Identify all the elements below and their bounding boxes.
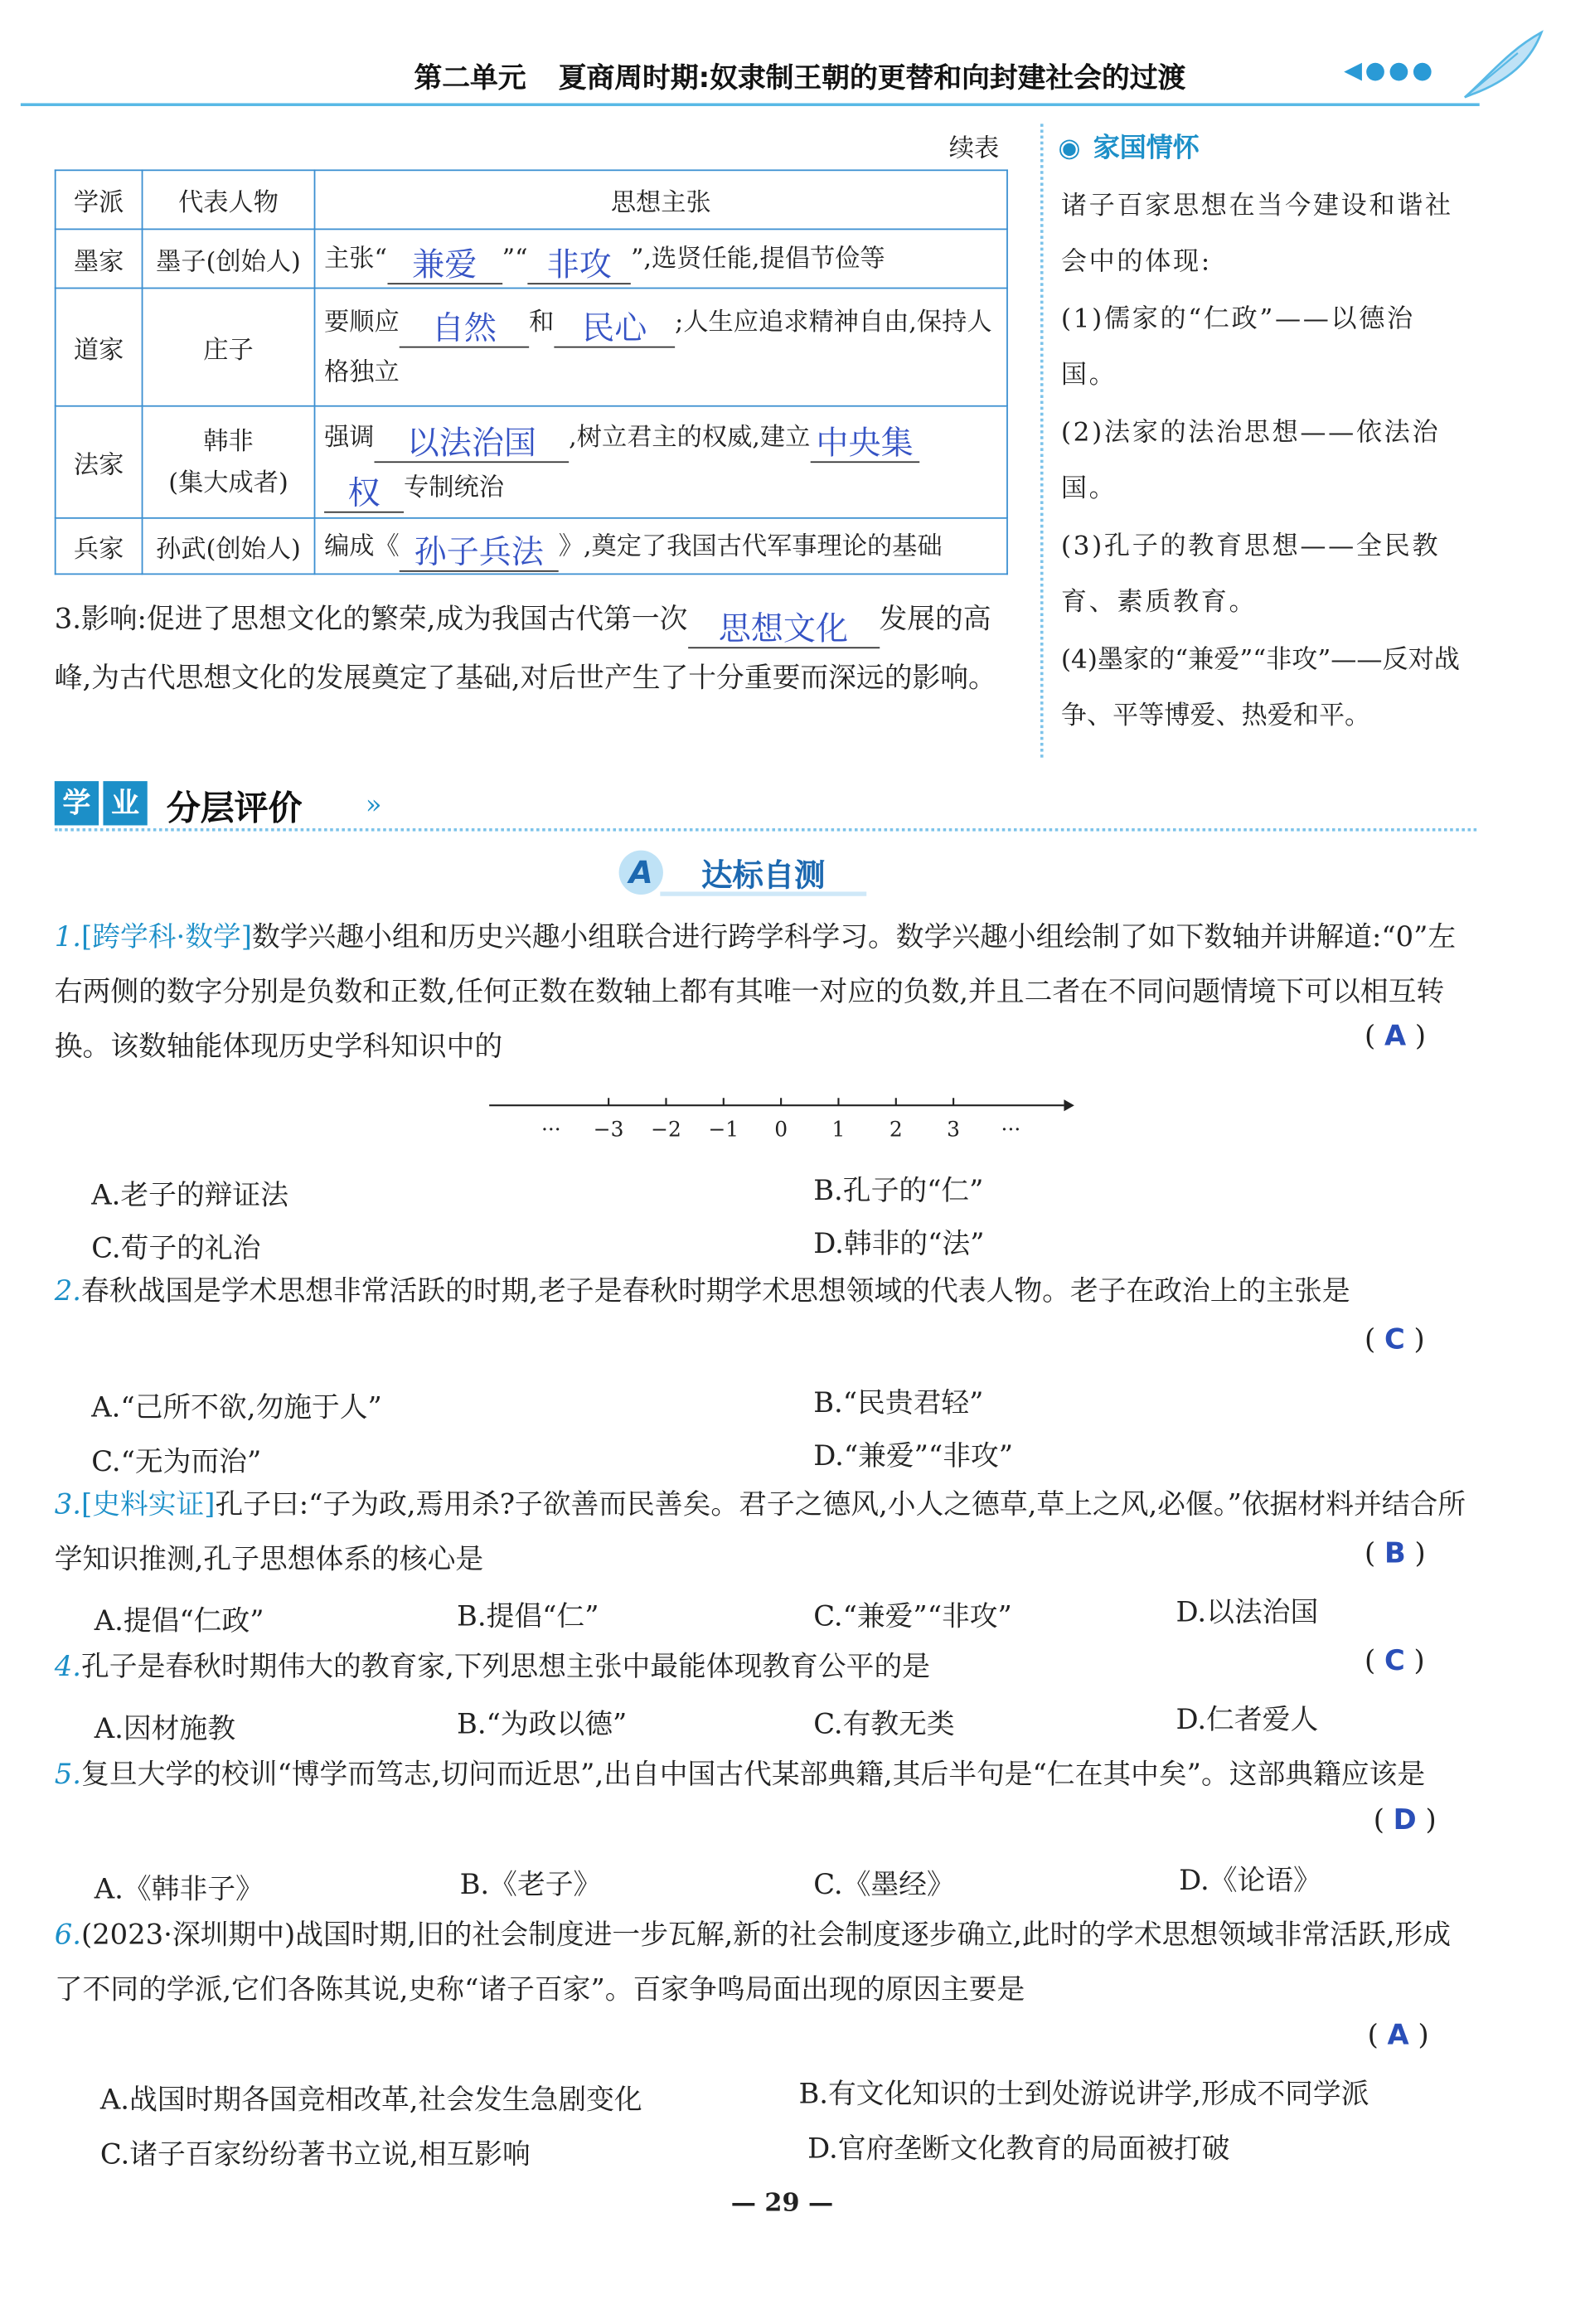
bracket-left: ( bbox=[1367, 2019, 1379, 2052]
answer-bracket bbox=[1374, 1804, 1437, 1836]
school-cell: 道家 bbox=[56, 289, 143, 406]
idea-text: 》,奠定了我国古代军事理论的基础 bbox=[558, 531, 943, 561]
badge-char: 学 bbox=[55, 781, 99, 825]
option-b: B.“民贵君轻” bbox=[813, 1386, 984, 1419]
table-caption: 续表 bbox=[948, 133, 1000, 164]
badge-char: 业 bbox=[103, 781, 147, 825]
table-row bbox=[56, 406, 1007, 518]
option-b: B.《老子》 bbox=[459, 1868, 602, 1902]
answer-letter: B bbox=[1384, 1537, 1406, 1570]
question-text: 复旦大学的校训“博学而笃志,切问而近思”,出自中国古代某部典籍,其后半句是“仁在其中矣”。这部典籍应该是 bbox=[81, 1758, 1426, 1791]
idea-text: 编成《 bbox=[324, 531, 400, 561]
header-decoration-dots: ◀●●● bbox=[1344, 56, 1436, 85]
sidebar-patriotism bbox=[1044, 121, 1471, 745]
bracket-right: ) bbox=[1425, 1803, 1437, 1836]
answer-blank: 兼爱 bbox=[387, 250, 502, 284]
table-row bbox=[56, 289, 1007, 406]
option-c: C.“无为而治” bbox=[91, 1445, 262, 1478]
bracket-right: ) bbox=[1414, 1020, 1427, 1053]
answer-blank: 中央集 bbox=[810, 428, 919, 462]
feather-pen-icon bbox=[1459, 27, 1548, 103]
option-c: C.有教无类 bbox=[813, 1708, 955, 1741]
table-row bbox=[56, 229, 1007, 288]
question-text: 孔子是春秋时期伟大的教育家,下列思想主张中最能体现教育公平的是 bbox=[81, 1650, 930, 1684]
sidebar-item: (2)法家的法治思想——依法治国。 bbox=[1060, 417, 1441, 504]
option-a: A.提倡“仁政” bbox=[94, 1604, 264, 1637]
answer-blank: 自然 bbox=[400, 313, 529, 347]
target-icon: ◉ bbox=[1058, 133, 1083, 164]
answer-blank-continued: 权 bbox=[324, 478, 404, 512]
school-cell: 法家 bbox=[56, 406, 143, 518]
question-number: 6. bbox=[54, 1919, 82, 1952]
bracket-right: ) bbox=[1418, 2019, 1429, 2052]
idea-text: ”,选贤任能,提倡节俭等 bbox=[630, 244, 885, 274]
school-cell: 兵家 bbox=[56, 518, 143, 575]
option-c: C.《墨经》 bbox=[813, 1868, 955, 1902]
influence-text: 发展的高峰,为古代思想文化的发展奠定了基础,对后世产生了十分重要而深远的影响。 bbox=[54, 603, 996, 695]
answer-bracket bbox=[1365, 1645, 1425, 1677]
section-badge bbox=[55, 781, 152, 825]
header-title-text: 夏商周时期:奴隶制王朝的更替和向封建社会的过渡 bbox=[558, 61, 1186, 95]
sidebar-item: (1)儒家的“仁政”——以德治国。 bbox=[1060, 304, 1415, 391]
table-row bbox=[56, 518, 1007, 575]
schools-table bbox=[55, 169, 1008, 575]
number-line-arrow bbox=[1064, 1099, 1074, 1111]
question-number: 5. bbox=[54, 1758, 82, 1791]
question-text: (2023·深圳期中)战国时期,旧的社会制度进一步瓦解,新的社会制度逐步确立,此时的学术思想领域非常活跃,形成了不同的学派,它们各陈其说,史称“诸子百家”。百家争鸣局面出现的原因主要是 bbox=[54, 1919, 1452, 2006]
idea-cell bbox=[315, 289, 1007, 406]
idea-text: ,树立君主的权威,建立 bbox=[569, 422, 811, 452]
option-d: D.韩非的“法” bbox=[813, 1227, 985, 1260]
number-line-label: 2 bbox=[889, 1117, 903, 1142]
question-tag: [跨学科·数学] bbox=[81, 921, 252, 954]
idea-text: 主张“ bbox=[324, 244, 387, 274]
answer-bracket bbox=[1368, 2019, 1429, 2051]
idea-cell bbox=[315, 229, 1007, 288]
sidebar-intro: 诸子百家思想在当今建设和谐社会中的体现: bbox=[1060, 191, 1453, 278]
answer-bracket bbox=[1365, 1020, 1426, 1052]
option-a: A.战国时期各国竞相改革,社会发生急剧变化 bbox=[99, 2084, 642, 2117]
idea-text: 要顺应 bbox=[324, 307, 400, 337]
question-3 bbox=[55, 1478, 1469, 1588]
idea-text: 和 bbox=[529, 307, 555, 337]
subsection-title: 达标自测 bbox=[701, 857, 826, 894]
number-line-figure bbox=[487, 1090, 1076, 1149]
number-line-label: 0 bbox=[774, 1117, 788, 1142]
bracket-right: ) bbox=[1413, 1644, 1425, 1677]
double-chevron-icon: » bbox=[365, 789, 382, 822]
question-number: 1. bbox=[54, 921, 82, 954]
question-number: 4. bbox=[54, 1650, 82, 1684]
bracket-right: ) bbox=[1414, 1537, 1426, 1570]
number-line-label: ··· bbox=[541, 1117, 561, 1142]
answer-blank: 思想文化 bbox=[687, 614, 879, 648]
option-d: D.仁者爱人 bbox=[1176, 1703, 1319, 1737]
answer-blank: 孙子兵法 bbox=[400, 537, 559, 571]
answer-bracket bbox=[1365, 1537, 1426, 1570]
option-a: A.因材施教 bbox=[94, 1712, 235, 1745]
answer-letter: D bbox=[1393, 1803, 1417, 1836]
option-b: B.有文化知识的士到处游说讲学,形成不同学派 bbox=[798, 2078, 1369, 2111]
answer-blank: 以法治国 bbox=[375, 428, 570, 462]
answer-letter: C bbox=[1384, 1644, 1405, 1677]
table-header-idea: 思想主张 bbox=[315, 170, 1007, 229]
subsection-letter-badge: A bbox=[619, 851, 663, 895]
influence-text: 3.影响:促进了思想文化的繁荣,成为我国古代第一次 bbox=[54, 603, 688, 636]
answer-letter: A bbox=[1384, 1020, 1407, 1053]
option-c: C.荀子的礼治 bbox=[91, 1232, 261, 1265]
page-number: — 29 — bbox=[730, 2188, 834, 2219]
number-line-label: −1 bbox=[708, 1117, 739, 1142]
number-line-label: 3 bbox=[947, 1117, 961, 1142]
sidebar-title: 家国情怀 bbox=[1093, 132, 1200, 164]
number-line-label: −3 bbox=[593, 1117, 624, 1142]
bracket-left: ( bbox=[1365, 1020, 1376, 1053]
idea-text: ;人生应追求精神自由,保持人格独立 bbox=[324, 307, 992, 387]
answer-blank: 非攻 bbox=[528, 250, 631, 284]
idea-cell bbox=[315, 406, 1007, 518]
header-rule bbox=[21, 103, 1480, 106]
idea-text: 强调 bbox=[324, 422, 375, 452]
school-cell: 墨家 bbox=[56, 229, 143, 288]
question-text: 孔子曰:“子为政,焉用杀?子欲善而民善矣。君子之德风,小人之德草,草上之风,必偃。”依据材料并结合所学知识推测,孔子思想体系的核心是 bbox=[54, 1488, 1466, 1576]
question-text: 春秋战国是学术思想非常活跃的时期,老子是春秋时期学术思想领域的代表人物。老子在政治上的主张是 bbox=[81, 1274, 1350, 1308]
bracket-left: ( bbox=[1365, 1323, 1376, 1356]
bracket-right: ) bbox=[1413, 1323, 1425, 1356]
person-role: (集大成者) bbox=[168, 468, 288, 497]
option-c: C.诸子百家纷纷著书立说,相互影响 bbox=[99, 2138, 531, 2171]
option-a: A.《韩非子》 bbox=[94, 1873, 264, 1906]
question-2 bbox=[55, 1264, 1469, 1319]
number-line-label: ··· bbox=[1001, 1117, 1021, 1142]
section-rule bbox=[55, 828, 1476, 832]
option-c: C.“兼爱”“非攻” bbox=[813, 1600, 1012, 1633]
option-b: B.孔子的“仁” bbox=[813, 1174, 984, 1207]
bracket-left: ( bbox=[1365, 1537, 1376, 1570]
option-d: D.“兼爱”“非攻” bbox=[813, 1439, 1014, 1473]
person-cell bbox=[143, 406, 315, 518]
person-cell: 庄子 bbox=[143, 289, 315, 406]
idea-cell bbox=[315, 518, 1007, 575]
option-d: D.《论语》 bbox=[1179, 1864, 1321, 1897]
question-1 bbox=[55, 911, 1469, 1075]
person-cell: 孙武(创始人) bbox=[143, 518, 315, 575]
header-unit: 第二单元 bbox=[414, 61, 526, 95]
idea-text: ”“ bbox=[502, 244, 528, 274]
answer-blank: 民心 bbox=[554, 313, 675, 347]
question-6 bbox=[55, 1909, 1469, 2018]
sidebar-header bbox=[1044, 121, 1471, 177]
answer-letter: A bbox=[1387, 2019, 1409, 2052]
question-number: 2. bbox=[54, 1274, 82, 1308]
option-a: A.老子的辩证法 bbox=[91, 1179, 288, 1212]
option-b: B.提倡“仁” bbox=[457, 1600, 599, 1633]
question-4 bbox=[55, 1640, 1366, 1695]
table-header-school: 学派 bbox=[56, 170, 143, 229]
sidebar-item: (4)墨家的“兼爱”“非攻”——反对战争、平等博爱、热爱和平。 bbox=[1060, 644, 1460, 731]
bracket-left: ( bbox=[1373, 1803, 1384, 1836]
question-number: 3. bbox=[54, 1488, 82, 1521]
question-tag: [史料实证] bbox=[81, 1488, 216, 1521]
question-text: 数学兴趣小组和历史兴趣小组联合进行跨学科学习。数学兴趣小组绘制了如下数轴并讲解道:“0”左右两侧的数字分别是负数和正数,任何正数在数轴上都有其唯一对应的负数,并且二者在不同问题情境下可以相互转换。该数轴能体现历史学科知识中的 bbox=[54, 921, 1457, 1063]
table-header-row bbox=[56, 170, 1007, 229]
person-cell: 墨子(创始人) bbox=[143, 229, 315, 288]
answer-bracket bbox=[1365, 1323, 1425, 1356]
header-title bbox=[414, 56, 1186, 96]
section-title: 分层评价 bbox=[166, 789, 303, 829]
option-b: B.“为政以德” bbox=[457, 1708, 628, 1741]
number-line-label: −2 bbox=[651, 1117, 681, 1142]
option-d: D.官府垄断文化教育的局面被打破 bbox=[807, 2132, 1230, 2166]
person-name: 韩非 bbox=[203, 426, 254, 457]
answer-letter: C bbox=[1384, 1323, 1405, 1356]
question-5 bbox=[55, 1748, 1469, 1802]
option-d: D.以法治国 bbox=[1176, 1596, 1319, 1629]
table-header-person: 代表人物 bbox=[143, 170, 315, 229]
sidebar-item: (3)孔子的教育思想——全民教育、素质教育。 bbox=[1060, 531, 1441, 618]
bracket-left: ( bbox=[1365, 1644, 1376, 1677]
idea-text: 专制统治 bbox=[404, 472, 504, 502]
option-a: A.“己所不欲,勿施于人” bbox=[91, 1391, 382, 1424]
number-line-label: 1 bbox=[831, 1117, 846, 1142]
influence-paragraph bbox=[55, 589, 1016, 707]
